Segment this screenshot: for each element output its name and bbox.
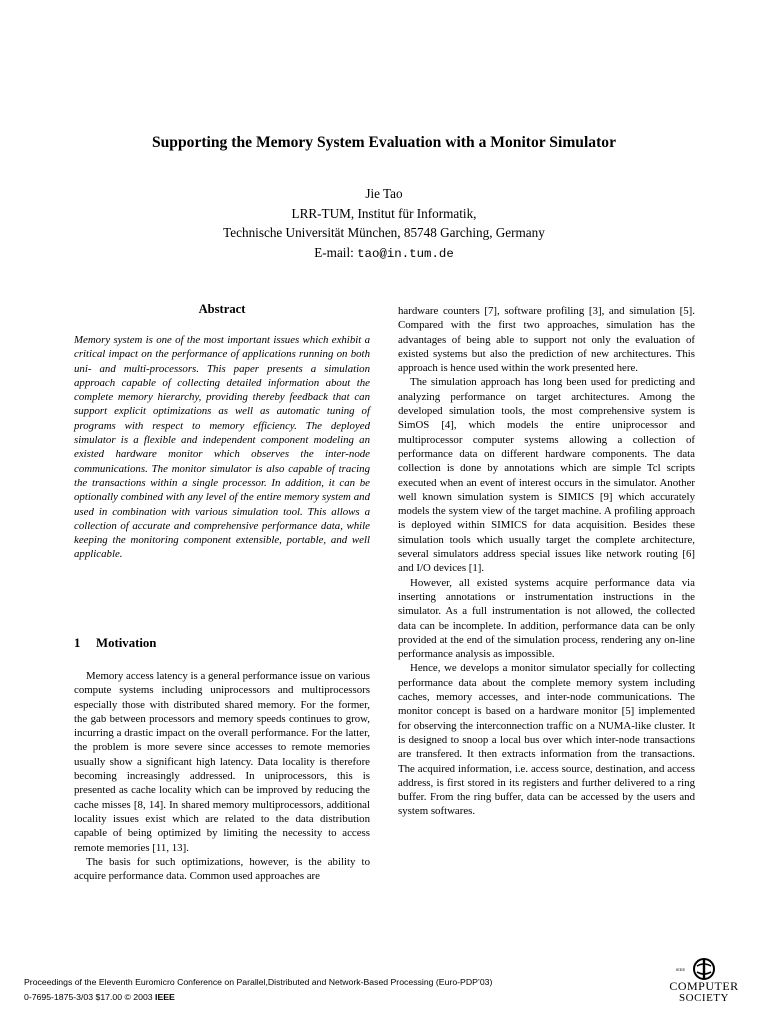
affiliation-line-2: Technische Universität München, 85748 Garching, Germany — [223, 225, 545, 240]
email-label: E-mail: — [314, 244, 358, 260]
author-block — [60, 184, 708, 264]
right-column — [398, 304, 695, 819]
author-name: Jie Tao — [365, 186, 403, 201]
computer-society-logo — [664, 958, 744, 1008]
section-title: Motivation — [96, 636, 157, 650]
section-heading — [74, 636, 370, 651]
paragraph: Hence, we develops a monitor simulator specially for collecting performance data about the complete memory system including caches, memory accesses, and inter-node communications. The monitor concept is based on a hardware monitor [5] implemented for observing the interconnection traffic on a NUMA-like cluster. It is designed to snoop a local bus over which inter-node transactions are transfered. It then extracts information from the transactions. The acquired information, i.e. access source, destination, and access address, is first stored in its registers and further delivered to a ring buffer. From the ring buffer, data can be accessed by the users and system softwares. — [398, 662, 695, 818]
isbn-line — [24, 990, 644, 1005]
logo-line-society: SOCIETY — [679, 992, 729, 1004]
paragraph: hardware counters [7], software profiling [3], and simulation [5]. Compared with the first two approaches, simulation has the advantages of being able to support not only the evaluation of existed systems but also the prediction of new architectures. This approach is hence used within the work presented here. — [398, 305, 695, 375]
logo-wordmark — [664, 980, 744, 1004]
email-line — [60, 243, 708, 265]
isbn-price: 0-7695-1875-3/03 $17.00 © 2003 — [24, 992, 156, 1002]
section-number: 1 — [74, 636, 81, 650]
email-address[interactable]: tao@in.tum.de — [357, 246, 454, 261]
proceedings-line: Proceedings of the Eleventh Euromicro Conference on Parallel,Distributed and Network-Based Processing (Euro-PDP’03) — [24, 977, 493, 987]
paragraph: However, all existed systems acquire performance data via inserting annotations or instrumentation instructions in the simulator. As a full instrumentation is not allowed, the collected data can be incomplete. In addition, performance data can be only provided at the end of the simulation process, rendering any on-line performance analysis as impossible. — [398, 576, 695, 661]
ieee-label: IEEE — [155, 992, 175, 1002]
abstract-text: Memory system is one of the most important issues which exhibit a critical impact on the performance of applications running on both uni- and multi-processors. This paper presents a simulation approach capable of collecting detailed information about the complete memory hierarchy, providing thereby feedback that can support explicit optimizations as well as automatic tuning of programs with respect to memory efficiency. The deployed simulator is a flexible and independent component modeling an existed hardware monitor which observes the inter-node communications. The monitor simulator is also capable of tracing the transactions within a single processor. In addition, it can be optionally combined with any level of the entire memory system and used in combination with various simulation tool. This allows a collection of accurate and comprehensive performance data, while keeping the monitoring component extensible, portable, and well applicable. — [74, 334, 370, 561]
logo-line-computer: COMPUTER — [669, 979, 739, 993]
motivation-body — [74, 669, 370, 883]
logo-ieee-mark: IEEE — [676, 967, 686, 972]
paragraph: Memory access latency is a general performance issue on various compute systems including uniprocessors and multiprocessors especially those with distributed shared memory. For the former, the gab between processors and memory speeds continues to grow, incurring a drastic impact on the overall performance. For the latter, the problem is more severe since accesses to remote memories usually show a significant high latency. Data locality is therefore becoming increasingly addressed. In uniprocessors, this is presented as cache locality which can be improved by reducing the cache misses [8, 14]. In shared memory multiprocessors, additional locality issues exist which are related to the data distribution capable of being optimized by limiting the necessity to access remote memories [11, 13]. — [74, 670, 370, 854]
paper-title: Supporting the Memory System Evaluation with a Monitor Simulator — [151, 134, 617, 151]
page-footer — [24, 975, 644, 1005]
paragraph: The simulation approach has long been used for predicting and analyzing performance on target architectures. Among the developed simulation tools, the most comprehensive system is SimOS [4], which models the entire uniprocessor and multiprocessor computer systems allowing a collection of performance data on different hardware components. The data collection is done by annotations which are simple Tcl scripts executed when an event of interest occurs in the simulator. Another well known simulation system is SIMICS [9] which accurately models the system view of the target machine. A profiling approach is deployed within SIMICS for data acquisition. Besides these simulation tools which usually target the complete architecture, several simulators address special issues like network routing [6] and I/O devices [1]. — [398, 376, 695, 575]
affiliation-line-1: LRR-TUM, Institut für Informatik, — [291, 205, 477, 221]
paragraph: The basis for such optimizations, however, is the ability to acquire performance data. Common used approaches are — [74, 855, 370, 883]
abstract-body — [74, 333, 370, 562]
abstract-heading: Abstract — [198, 302, 246, 316]
